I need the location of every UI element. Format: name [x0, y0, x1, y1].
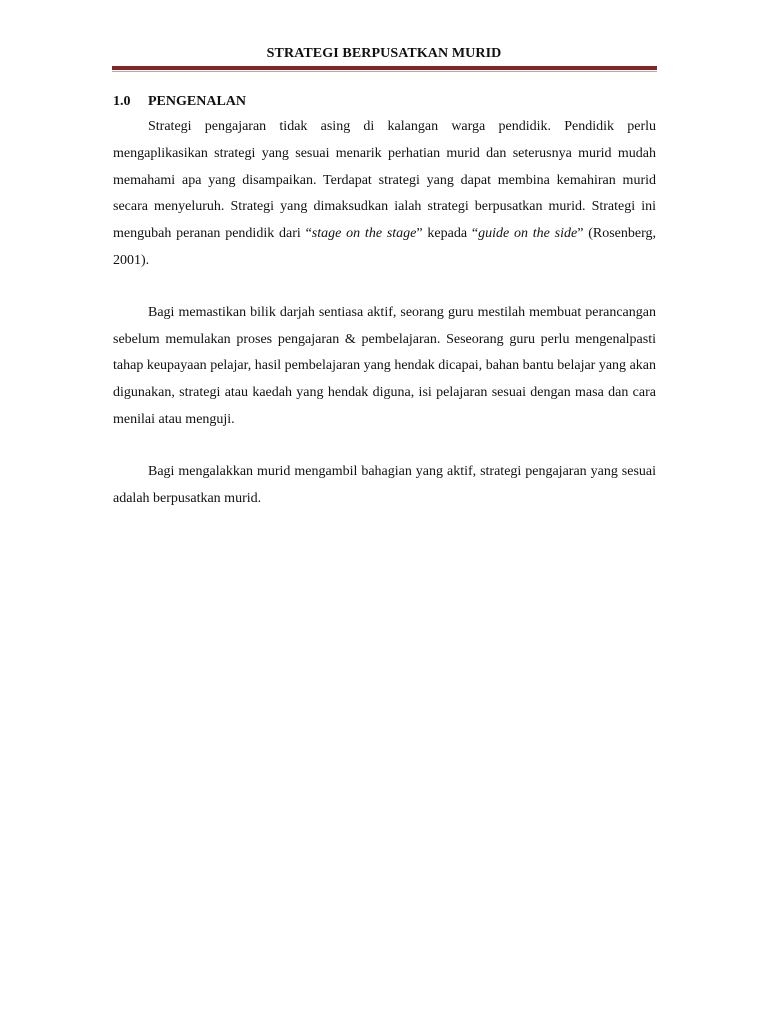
paragraph-2-text: Bagi memastikan bilik darjah sentiasa aktif, seorang guru mestilah membuat perancangan sebelum memulakan proses pengajaran & pembelajaran. Seseorang guru perlu mengenalpasti tahap keupayaan pelajar, hasil pembelajaran yang hendak dicapai, bahan bantu belajar yang akan digunakan, strategi atau kaedah yang hendak diguna, isi pelajaran sesuai dengan masa dan cara menilai atau menguji. — [113, 304, 656, 427]
paragraph-1-text: Strategi pengajaran tidak asing di kalangan warga pendidik. Pendidik perlu mengaplikasikan strategi yang sesuai menarik perhatian murid dan seterusnya murid mudah memahami apa yang disampaikan. Terdapat strategi yang dapat membina kemahiran murid secara menyeluruh. Strategi yang dimaksudkan ialah strategi berpusatkan murid. Strategi ini mengubah peranan pendidik dari “ — [113, 119, 656, 242]
document-body — [113, 90, 656, 512]
paragraph-3-text: Bagi mengalakkan murid mengambil bahagian yang aktif, strategi pengajaran yang sesuai adalah berpusatkan murid. — [113, 463, 656, 506]
quote-stage-on-the-stage: stage on the stage — [311, 226, 417, 242]
section-title: PENGENALAN — [148, 94, 247, 109]
header-rule — [112, 66, 657, 70]
paragraph-1 — [113, 114, 656, 275]
paragraph-1-text-mid: ” kepada “ — [416, 226, 479, 242]
section-number: 1.0 — [113, 94, 131, 109]
paragraph-2 — [113, 300, 656, 434]
paragraph-3 — [113, 459, 656, 513]
section-heading — [113, 90, 656, 114]
header-rule-shadow — [112, 71, 657, 72]
quote-guide-on-the-side: guide on the side — [478, 226, 578, 242]
citation: ” (Rosenberg, 2001). — [113, 226, 657, 268]
running-header: STRATEGI BERPUSATKAN MURID — [266, 46, 502, 61]
